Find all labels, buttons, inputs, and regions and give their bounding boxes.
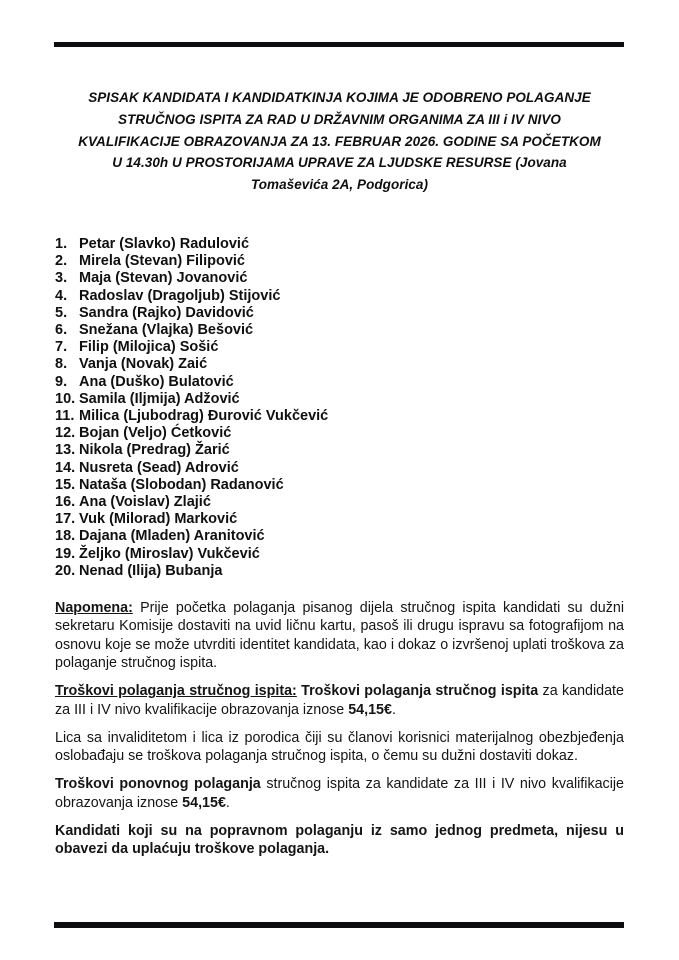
candidate-name: Ana (Duško) Bulatović bbox=[79, 373, 234, 390]
title-line: SPISAK KANDIDATA I KANDIDATKINJA KOJIMA JE ODOBRENO POLAGANJE bbox=[88, 90, 591, 105]
list-item bbox=[55, 425, 624, 442]
list-item bbox=[55, 322, 624, 339]
list-item bbox=[55, 442, 624, 459]
title-line: KVALIFIKACIJE OBRAZOVANJA ZA 13. FEBRUAR 2026. GODINE SA POČETKOM bbox=[78, 133, 601, 149]
list-item bbox=[55, 528, 624, 545]
list-item-number: 18. bbox=[55, 528, 76, 545]
list-item-number: 7. bbox=[55, 339, 68, 356]
troskovi-label: Troškovi polaganja stručnog ispita: bbox=[55, 683, 297, 700]
paragraph-napomena bbox=[55, 599, 624, 672]
list-item bbox=[55, 408, 624, 425]
candidate-name: Maja (Stevan) Jovanović bbox=[79, 270, 248, 287]
list-item bbox=[55, 305, 624, 322]
list-item bbox=[55, 374, 624, 391]
title-line: Tomaševića 2A, Podgorica) bbox=[250, 177, 429, 193]
document-content bbox=[55, 0, 624, 869]
paragraph-troskovi-polaganja bbox=[55, 682, 624, 719]
list-item-number: 15. bbox=[55, 476, 76, 493]
candidate-name: Filip (Milojica) Sošić bbox=[79, 339, 219, 356]
napomena-label: Napomena: bbox=[55, 600, 133, 617]
lica-text: Lica sa invaliditetom i lica iz porodica čiji su članovi korisnici materijalnog obezbjeđenja oslobađaju se troškova polaganja stručnog ispita, o čemu su dužni dostaviti dokaz. bbox=[55, 729, 624, 765]
list-item bbox=[55, 288, 624, 305]
list-item-number: 10. bbox=[55, 390, 76, 407]
candidate-name: Mirela (Stevan) Filipović bbox=[79, 253, 245, 270]
candidate-name: Vanja (Novak) Zaić bbox=[79, 356, 208, 373]
list-item-number: 1. bbox=[55, 235, 68, 252]
ponovno-bold-text: Troškovi ponovnog polaganja bbox=[55, 776, 261, 793]
list-item bbox=[55, 236, 624, 253]
list-item-number: 20. bbox=[55, 562, 76, 579]
list-item bbox=[55, 563, 624, 580]
candidate-name: Sandra (Rajko) Davidović bbox=[79, 304, 254, 321]
list-item-number: 3. bbox=[55, 270, 68, 287]
troskovi-price: 54,15€ bbox=[348, 701, 392, 718]
candidate-name: Samila (Iljmija) Adžović bbox=[79, 390, 240, 407]
candidate-name: Nikola (Predrag) Žarić bbox=[79, 442, 230, 459]
paragraph-ponovno-polaganje bbox=[55, 775, 624, 812]
list-item bbox=[55, 477, 624, 494]
list-item bbox=[55, 339, 624, 356]
list-item bbox=[55, 546, 624, 563]
title-line: U 14.30h U PROSTORIJAMA UPRAVE ZA LJUDSKE RESURSE (Jovana bbox=[112, 155, 567, 171]
paragraph-lica bbox=[55, 729, 624, 766]
title-line: STRUČNOG ISPITA ZA RAD U DRŽAVNIM ORGANIMA ZA III i IV NIVO bbox=[118, 111, 561, 127]
list-item-number: 4. bbox=[55, 287, 68, 304]
candidate-name: Željko (Miroslav) Vukčević bbox=[79, 545, 260, 562]
candidate-name: Petar (Slavko) Radulović bbox=[79, 235, 250, 252]
candidate-name: Nenad (Ilija) Bubanja bbox=[79, 562, 223, 579]
paragraph-kandidati-popravni bbox=[55, 822, 624, 859]
troskovi-text: za kandidate za III i IV nivo kvalifikacije obrazovanja iznose bbox=[55, 683, 624, 718]
list-item-number: 17. bbox=[55, 511, 76, 528]
bottom-border-rule bbox=[54, 922, 624, 928]
list-item bbox=[55, 391, 624, 408]
troskovi-bold-text: Troškovi polaganja stručnog ispita bbox=[296, 683, 539, 700]
candidate-name: Nataša (Slobodan) Radanović bbox=[79, 476, 284, 493]
list-item-number: 5. bbox=[55, 304, 68, 321]
napomena-text: Prije početka polaganja pisanog dijela stručnog ispita kandidati su dužni sekretaru Komisije dostaviti na uvid ličnu kartu, pasoš ili drugu ispravu sa fotografijom na osnovu koje se može utvrditi identitet kandidata, kao i dokaz o izvršenoj uplati troškova za polaganje stručnog ispita. bbox=[55, 600, 624, 671]
candidate-name: Snežana (Vlajka) Bešović bbox=[79, 322, 254, 338]
candidate-name: Ana (Voislav) Zlajić bbox=[79, 494, 211, 511]
list-item-number: 6. bbox=[55, 322, 68, 338]
list-item-number: 9. bbox=[55, 373, 68, 390]
list-item-number: 12. bbox=[55, 425, 76, 442]
list-item bbox=[55, 270, 624, 287]
candidate-name: Milica (Ljubodrag) Đurović Vukčević bbox=[79, 408, 329, 425]
ponovno-price: 54,15€ bbox=[182, 794, 226, 811]
page-title bbox=[55, 87, 624, 196]
list-item-number: 2. bbox=[55, 253, 68, 270]
list-item-number: 8. bbox=[55, 356, 68, 373]
list-item-number: 11. bbox=[55, 408, 75, 425]
kandidati-text: Kandidati koji su na popravnom polaganju iz samo jednog predmeta, nijesu u obavezi da uplaćuju troškove polaganja. bbox=[55, 823, 624, 858]
ponovno-text: stručnog ispita za kandidate za III i IV nivo kvalifikacije obrazovanja iznose bbox=[55, 776, 625, 811]
list-item-number: 14. bbox=[55, 459, 76, 476]
candidate-name: Dajana (Mladen) Aranitović bbox=[79, 528, 265, 545]
candidate-name: Nusreta (Sead) Adrović bbox=[79, 459, 239, 476]
candidate-name: Vuk (Milorad) Marković bbox=[79, 511, 238, 528]
notes-section bbox=[55, 599, 624, 859]
ponovno-period: . bbox=[225, 794, 230, 811]
list-item-number: 19. bbox=[55, 545, 76, 562]
candidate-list bbox=[55, 236, 624, 580]
list-item-number: 13. bbox=[55, 442, 76, 459]
list-item bbox=[55, 460, 624, 477]
list-item bbox=[55, 511, 624, 528]
list-item bbox=[55, 356, 624, 373]
list-item bbox=[55, 494, 624, 511]
candidate-name: Bojan (Veljo) Ćetković bbox=[79, 425, 232, 442]
candidate-name: Radoslav (Dragoljub) Stijović bbox=[79, 287, 281, 304]
list-item bbox=[55, 253, 624, 270]
list-item-number: 16. bbox=[55, 494, 76, 511]
troskovi-period: . bbox=[391, 701, 396, 718]
